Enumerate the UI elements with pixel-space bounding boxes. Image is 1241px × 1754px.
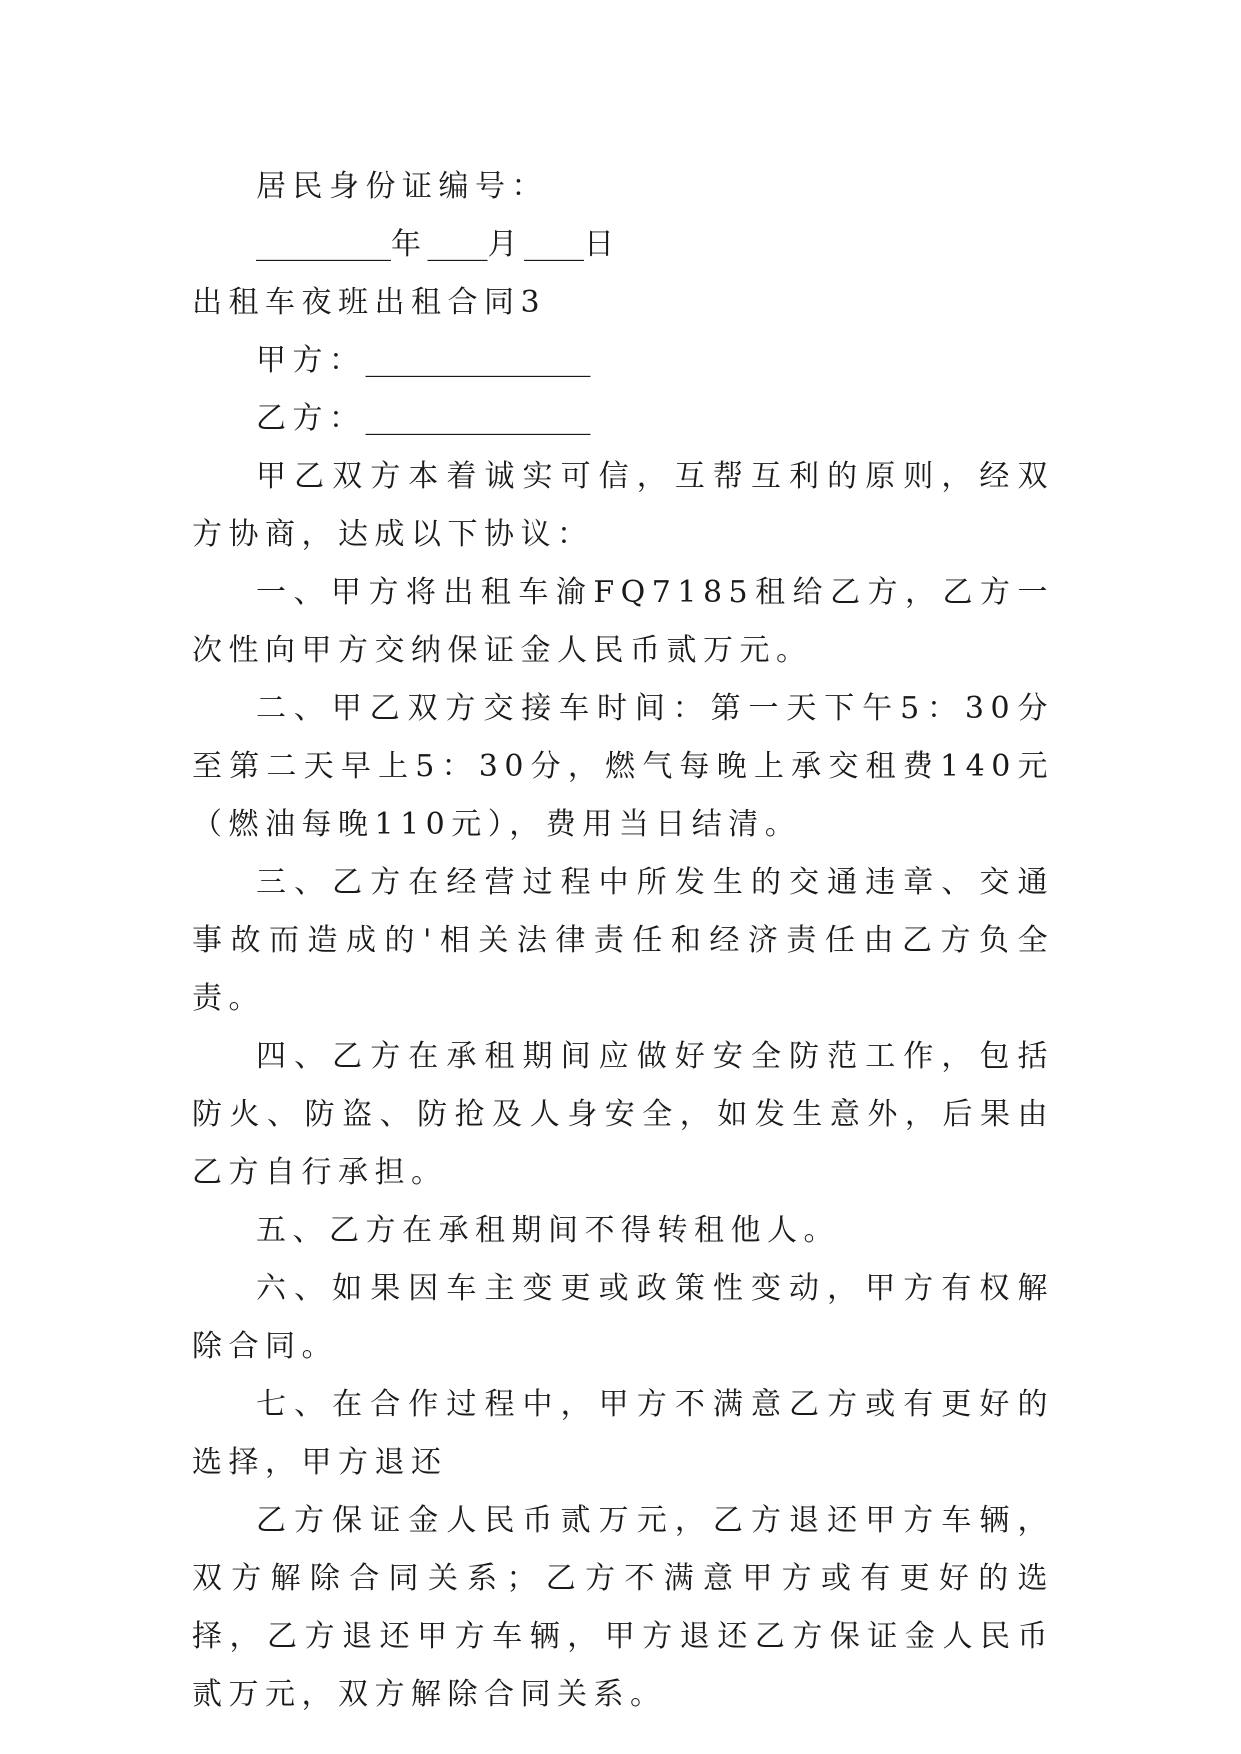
date-line	[192, 216, 1054, 274]
id-number-line	[192, 158, 1054, 216]
paragraph-clause-3: 三、乙方在经营过程中所发生的交通违章、交通事故而造成的'相关法律责任和经济责任由乙方负全责。	[192, 865, 1054, 1016]
party-a-blank: _______________	[365, 343, 591, 378]
paragraph-clause-1: 一、甲方将出租车渝FQ7185租给乙方，乙方一次性向甲方交纳保证金人民币贰万元。	[192, 575, 1054, 668]
party-a-label: 甲方：	[256, 343, 366, 378]
paragraph-clause-2: 二、甲乙双方交接车时间：第一天下午5：30分至第二天早上5：30分，燃气每晚上承交租费140元（燃油每晚110元），费用当日结清。	[192, 691, 1054, 842]
paragraph-clause-4: 四、乙方在承租期间应做好安全防范工作，包括防火、防盗、防抢及人身安全，如发生意外，后果由乙方自行承担。	[192, 1039, 1054, 1190]
paragraph-intro: 甲乙双方本着诚实可信，互帮互利的原则，经双方协商，达成以下协议：	[192, 459, 1054, 552]
party-b-blank: _______________	[365, 401, 591, 436]
party-b-line	[192, 390, 1054, 448]
id-number-label: 居民身份证编号：	[256, 169, 548, 204]
month-blank: ____	[427, 227, 488, 262]
party-b-label: 乙方：	[256, 401, 366, 436]
day-blank: ____	[524, 227, 584, 262]
paragraph-clause-5: 五、乙方在承租期间不得转租他人。	[256, 1213, 840, 1248]
document-body	[192, 158, 1054, 1724]
month-label: 月	[487, 227, 524, 262]
paragraph-clause-6: 六、如果因车主变更或政策性变动，甲方有权解除合同。	[192, 1271, 1054, 1364]
paragraph-clause-7-continued: 乙方保证金人民币贰万元，乙方退还甲方车辆，双方解除合同关系；乙方不满意甲方或有更好的选择，乙方退还甲方车辆，甲方退还乙方保证金人民币贰万元，双方解除合同关系。	[192, 1503, 1054, 1712]
year-label: 年	[391, 227, 428, 262]
contract-title: 出租车夜班出租合同3	[192, 285, 547, 320]
year-blank: _________	[256, 227, 391, 262]
party-a-line	[192, 332, 1054, 390]
paragraph-clause-7: 七、在合作过程中，甲方不满意乙方或有更好的选择，甲方退还	[192, 1387, 1054, 1480]
day-label: 日	[584, 227, 621, 262]
